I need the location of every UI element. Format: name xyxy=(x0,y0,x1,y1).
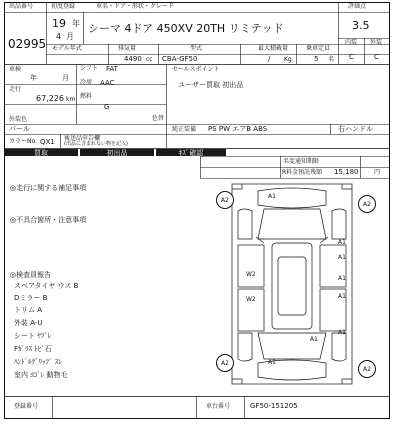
lot-number: 02995 xyxy=(8,37,47,51)
exterior-label: 外装 xyxy=(370,39,383,46)
displacement-label: 排気量 xyxy=(118,45,137,52)
report-line: Fｶﾞﾗｽ ﾄﾋﾞ石 xyxy=(14,345,52,353)
score-label: 評価点 xyxy=(348,3,367,10)
type-label: 型式 xyxy=(190,45,203,52)
capacity-label: 最大積載量 xyxy=(258,45,289,52)
damage-circle-code: A2 xyxy=(216,191,234,209)
damage-code: W2 xyxy=(246,296,256,303)
score-value: 3.5 xyxy=(352,19,370,32)
month-value: 4 xyxy=(56,32,62,41)
purchase-bar: 買取 xyxy=(4,149,78,156)
year-label: 初度登録 xyxy=(51,3,76,10)
shift-value: FAT xyxy=(106,65,118,73)
interior-label: 内装 xyxy=(345,39,358,46)
color-label: 外装色 xyxy=(9,116,28,123)
damage-code: A1 xyxy=(338,254,346,261)
ac-label: 冷房 xyxy=(80,79,93,86)
steering-value: 右ハンドル xyxy=(338,125,373,133)
year-unit: 年 xyxy=(72,19,80,28)
report-line: トリム A xyxy=(14,306,43,314)
report-line: ﾊﾝﾄﾞﾙｸﾞﾘｯﾌﾟ ｽﾚ xyxy=(14,358,62,366)
year-value: 19 xyxy=(52,17,66,30)
first-listing-bar: 初出品 xyxy=(80,149,154,156)
report-line: Dミラー B xyxy=(14,294,48,302)
car-name: シーマ 4ドア 450XV 20TH リミテッド xyxy=(88,22,284,35)
fuel-value: G xyxy=(104,103,110,111)
damage-circle-code: A2 xyxy=(216,354,234,372)
capacity-unit: Kg xyxy=(284,56,292,63)
mileage-label: 走行 xyxy=(9,86,22,93)
shift-label: シフト xyxy=(80,65,99,72)
seats-unit: 名 xyxy=(328,56,335,63)
driving-notes-title: ◎走行に関する補足事項 xyxy=(10,184,87,192)
chassis-label: 車台番号 xyxy=(206,403,231,410)
interior-value: C xyxy=(349,53,354,61)
inspection-month-unit: 月 xyxy=(62,74,69,82)
recycle-label: 後送品申告欄 xyxy=(64,135,101,142)
damage-circle-code: A2 xyxy=(358,195,376,213)
mileage-value: 67,226 xyxy=(36,94,64,103)
color-no-label: カラーNo. xyxy=(9,138,37,145)
ac-value: AAC xyxy=(100,79,115,87)
color-value: パール xyxy=(9,125,30,133)
displacement-unit: cc xyxy=(146,56,153,63)
report-line: 外装 A-U xyxy=(14,319,43,327)
lot-label: 出品番号 xyxy=(9,3,34,10)
inspector-report-title: ◎検査員報告 xyxy=(10,271,52,279)
fuel-label: 燃料 xyxy=(80,93,93,100)
recycle-note: (出品に含まれない物を記入) xyxy=(64,141,128,147)
car-name-label: 車名・ドア・形状・グレード xyxy=(96,3,174,10)
scratch-check-bar: ｷｽﾞ確認 xyxy=(156,149,226,156)
color-no-value: QX1 xyxy=(40,138,55,146)
exterior-value: C xyxy=(374,53,379,61)
damage-code: W2 xyxy=(246,271,256,278)
damage-code: A1 xyxy=(268,193,276,200)
inspection-year-unit: 年 xyxy=(30,74,37,82)
displacement-value: 4490 xyxy=(124,55,142,63)
report-line: 室内 ﾖｺﾞﾚ 動物毛 xyxy=(14,371,68,379)
month-unit: 月 xyxy=(66,32,74,41)
report-line: スペアタイヤ ウス B xyxy=(14,282,79,290)
damage-code: A1 xyxy=(338,239,346,246)
equipment-value: PS PW エアB ABS xyxy=(208,125,268,133)
color-change-label: 色替 xyxy=(152,115,165,122)
defect-notes-title: ◎不具合箇所・注意事項 xyxy=(10,216,87,224)
type-value: CBA-GF50 xyxy=(162,55,198,63)
chassis-number: GF50-151205 xyxy=(250,402,298,410)
mileage-unit: km xyxy=(66,96,76,103)
damage-circle-code: A2 xyxy=(358,360,376,378)
damage-code: A1 xyxy=(338,275,346,282)
r-fee-value: 15,180 xyxy=(334,168,359,176)
r-fee-unit: 円 xyxy=(374,169,381,176)
capacity-value: / xyxy=(268,55,271,63)
car-diagram xyxy=(212,181,372,391)
damage-code: A1 xyxy=(338,293,346,300)
report-line: シート ﾔﾌﾞﾚ xyxy=(14,332,52,340)
damage-code: A1 xyxy=(268,359,276,366)
name-change-label: 名変通知期限 xyxy=(283,158,320,165)
sales-point-label: セールスポイント xyxy=(172,66,220,73)
damage-code: A1 xyxy=(310,336,318,343)
sales-point-value: ユーザー買取 初出品 xyxy=(178,81,244,89)
equipment-label: 純正装備 xyxy=(172,126,197,133)
inspection-label: 車検 xyxy=(9,66,22,73)
model-year-label: モデル年式 xyxy=(52,45,82,52)
damage-code: A1 xyxy=(338,329,346,336)
seats-value: 5 xyxy=(314,55,319,63)
registration-label: 登録番号 xyxy=(14,403,39,410)
seats-label: 乗車定員 xyxy=(306,45,331,52)
r-fee-label: R料金預託残額 xyxy=(282,169,323,176)
